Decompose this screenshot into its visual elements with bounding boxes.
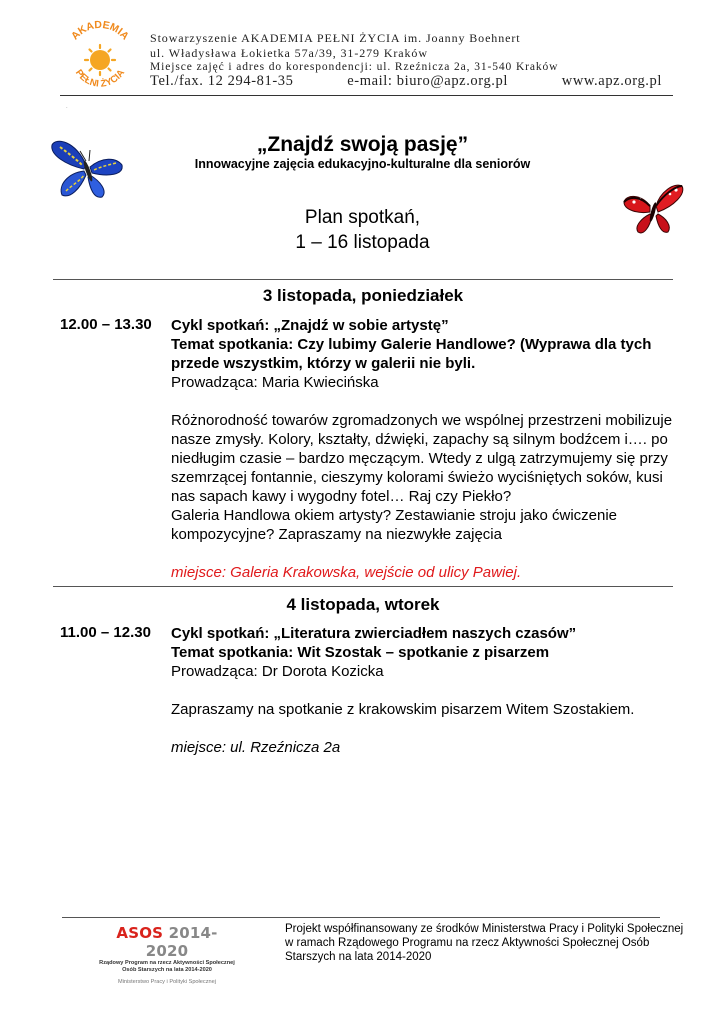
footer-divider <box>62 917 660 918</box>
event-details <box>171 624 686 757</box>
red-butterfly-icon <box>620 180 686 240</box>
event-topic: Temat spotkania: Wit Szostak – spotkanie z pisarzem <box>171 644 550 661</box>
page-subtitle: Innowacyjne zajęcia edukacyjno-kulturalne dla seniorów <box>194 157 531 171</box>
event-time: 11.00 – 12.30 <box>60 624 151 641</box>
event-place: miejsce: Galeria Krakowska, wejście od ulicy Pawiej. <box>171 564 522 581</box>
asos-subtitle-2: Osób Starszych na lata 2014-2020 <box>122 966 212 973</box>
event-cycle: Cykl spotkań: „Znajdź w sobie artystę” <box>171 317 449 334</box>
section-divider <box>53 279 673 280</box>
plan-heading: Plan spotkań, <box>304 207 421 228</box>
asos-subtitle-1: Rządowy Program na rzecz Aktywności Społecznej <box>99 960 235 966</box>
asos-wordmark <box>97 924 237 960</box>
letterhead-line3: Miejsce zajęć i adres do korespondencji: ul. Rzeźnicza 2a, 31-540 Kraków <box>150 61 559 73</box>
asos-ministry: Ministerstwo Pracy i Polityki Społecznej <box>118 979 216 985</box>
asos-logo <box>97 924 237 985</box>
letterhead-divider <box>60 95 673 96</box>
page-title: „Znajdź swoją pasję” <box>256 133 469 156</box>
plan-date-range: 1 – 16 listopada <box>295 232 430 253</box>
divider-dot: . <box>66 104 68 110</box>
event-place: miejsce: ul. Rzeźnicza 2a <box>171 739 341 756</box>
event-description: Różnorodność towarów zgromadzonych we wspólnej przestrzeni mobilizuje nasze zmysły. Kolory, kształty, dźwięki, zapachy są silnym bodźcem i…. po niedługim czasie – bardzo męczącym. Wtedy z ulgą zatrzymujemy się przy szemrzącej fontannie, cieszymy kolorami świeżo wyciśniętych soków, kusi nas sapach kawy i wygodny fotel… Raj czy Piekło? <box>171 412 673 505</box>
event-details <box>171 316 686 582</box>
logo-arc-top-text: AKADEMIA <box>68 18 132 43</box>
footer-funding-text: Projekt współfinansowany ze środków Ministerstwa Pracy i Polityki Społecznej w ramach Rządowego Programu na rzecz Aktywności Społecznej Osób Starszych na lata 2014-2020 <box>285 923 684 963</box>
event-host: Prowadząca: Dr Dorota Kozicka <box>171 663 384 680</box>
asos-word: ASOS <box>116 924 164 942</box>
letterhead-phone: Tel./fax. 12 294-81-35 <box>150 73 294 89</box>
day-heading: 3 listopada, poniedziałek <box>262 286 464 305</box>
asos-years: 2014-2020 <box>145 924 218 960</box>
event-host: Prowadząca: Maria Kwiecińska <box>171 374 379 391</box>
event-cycle: Cykl spotkań: „Literatura zwierciadłem naszych czasów” <box>171 625 577 642</box>
svg-text:AKADEMIA <box>69 19 131 43</box>
section-divider <box>53 586 673 587</box>
event-description: Zapraszamy na spotkanie z krakowskim pisarzem Witem Szostakiem. <box>171 701 635 718</box>
event-description-2: Galeria Handlowa okiem artysty? Zestawianie stroju jako ćwiczenie kompozycyjne? Zapraszamy na niezwykłe zajęcia <box>171 507 618 543</box>
event-time: 12.00 – 13.30 <box>60 316 152 333</box>
letterhead-line1: Stowarzyszenie AKADEMIA PEŁNI ŻYCIA im. Joanny Boehnert <box>150 31 521 45</box>
letterhead-email[interactable]: e-mail: biuro@apz.org.pl <box>347 73 509 89</box>
letterhead-website[interactable]: www.apz.org.pl <box>561 73 662 89</box>
event-topic: Temat spotkania: Czy lubimy Galerie Handlowe? (Wyprawa dla tych przede wszystkim, którzy w galerii nie byli. <box>171 336 652 372</box>
sun-icon <box>85 45 115 75</box>
svg-text:PEŁNI ŻYCIA <box>73 68 127 90</box>
akademia-logo <box>60 14 140 94</box>
day-heading: 4 listopada, wtorek <box>286 595 440 614</box>
logo-arc-bottom-text: PEŁNI ŻYCIA <box>72 67 128 90</box>
letterhead-contact <box>150 73 662 90</box>
letterhead-line2: ul. Władysława Łokietka 57a/39, 31-279 Kraków <box>150 46 428 60</box>
